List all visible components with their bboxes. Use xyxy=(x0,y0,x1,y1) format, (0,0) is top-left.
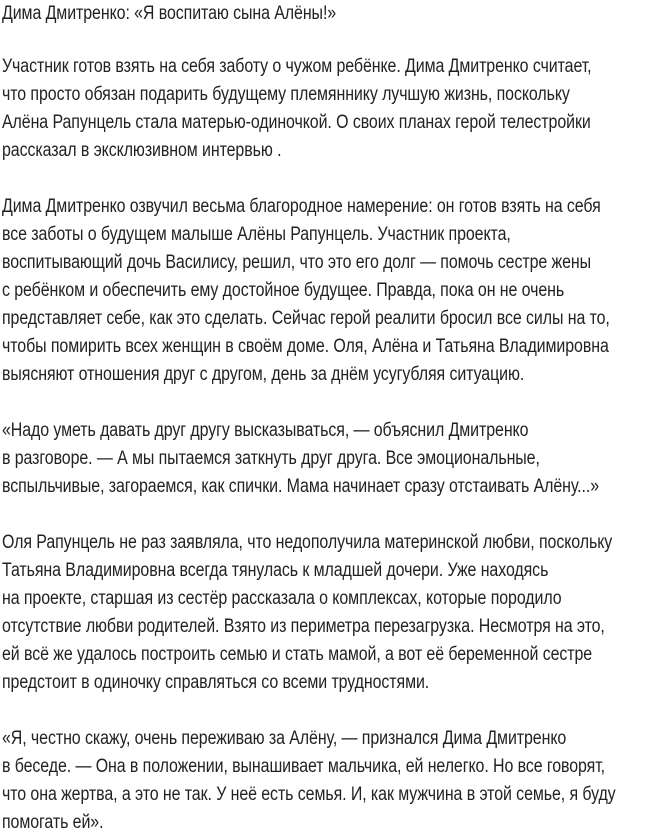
paragraph-line: в разговоре. — А мы пытаемся заткнуть друг друга. Все эмоциональные, xyxy=(2,448,540,469)
paragraph-line: в беседе. — Она в положении, вынашивает мальчика, ей нелегко. Но все говорят, xyxy=(2,756,606,777)
paragraph-line: что она жертва, а это не так. У неё есть семья. И, как мужчина в этой семье, я буду xyxy=(2,784,616,805)
paragraph-line: с ребёнком и обеспечить ему достойное будущее. Правда, пока он не очень xyxy=(2,280,565,301)
paragraph-line: что просто обязан подарить будущему племяннику лучшую жизнь, поскольку xyxy=(2,84,570,105)
paragraph-line: Татьяна Владимировна всегда тянулась к младшей дочери. Уже находясь xyxy=(2,560,549,581)
paragraph-line: Участник готов взять на себя заботу о чужом ребёнке. Дима Дмитренко считает, xyxy=(2,56,592,77)
paragraph-2 xyxy=(2,193,670,389)
paragraph-line: Алёна Рапунцель стала матерью-одиночкой. О своих планах герой телестройки xyxy=(2,112,591,133)
article-title: Дима Дмитренко: «Я воспитаю сына Алёны!» xyxy=(2,3,337,24)
paragraph-5-quote xyxy=(2,725,670,837)
paragraph-line: все заботы о будущем малыше Алёны Рапунцель. Участник проекта, xyxy=(2,224,511,245)
paragraph-3-quote xyxy=(2,417,670,501)
paragraph-line: воспитывающий дочь Василису, решил, что это его долг — помочь сестре жены xyxy=(2,252,592,273)
paragraph-line: рассказал в эксклюзивном интервью . xyxy=(2,140,282,161)
paragraph-line: «Надо уметь давать друг другу высказываться, — объяснил Дмитренко xyxy=(2,420,529,441)
paragraph-line: «Я, честно скажу, очень переживаю за Алёну, — признался Дима Дмитренко xyxy=(2,728,567,749)
paragraph-line: выясняют отношения друг с другом, день за днём усугубляя ситуацию. xyxy=(2,364,525,385)
paragraph-line: предстоит в одиночку справляться со всеми трудностями. xyxy=(2,672,430,693)
paragraph-line: Оля Рапунцель не раз заявляла, что недополучила материнской любви, поскольку xyxy=(2,532,613,553)
paragraph-4 xyxy=(2,529,670,697)
paragraph-line: отсутствие любви родителей. Взято из периметра перезагрузка. Несмотря на это, xyxy=(2,616,605,637)
paragraph-line: Дима Дмитренко озвучил весьма благородное намерение: он готов взять на себя xyxy=(2,196,601,217)
paragraph-line: вспыльчивые, загораемся, как спички. Мама начинает сразу отстаивать Алёну...» xyxy=(2,476,600,497)
paragraph-line: представляет себе, как это сделать. Сейчас герой реалити бросил все силы на то, xyxy=(2,308,610,329)
paragraph-line: ей всё же удалось построить семью и стать мамой, а вот её беременной сестре xyxy=(2,644,593,665)
paragraph-1 xyxy=(2,53,670,165)
paragraph-line: помогать ей». xyxy=(2,812,104,833)
paragraph-line: чтобы помирить всех женщин в своём доме. Оля, Алёна и Татьяна Владимировна xyxy=(2,336,609,357)
paragraph-line: на проекте, старшая из сестёр рассказала о комплексах, которые породило xyxy=(2,588,562,609)
